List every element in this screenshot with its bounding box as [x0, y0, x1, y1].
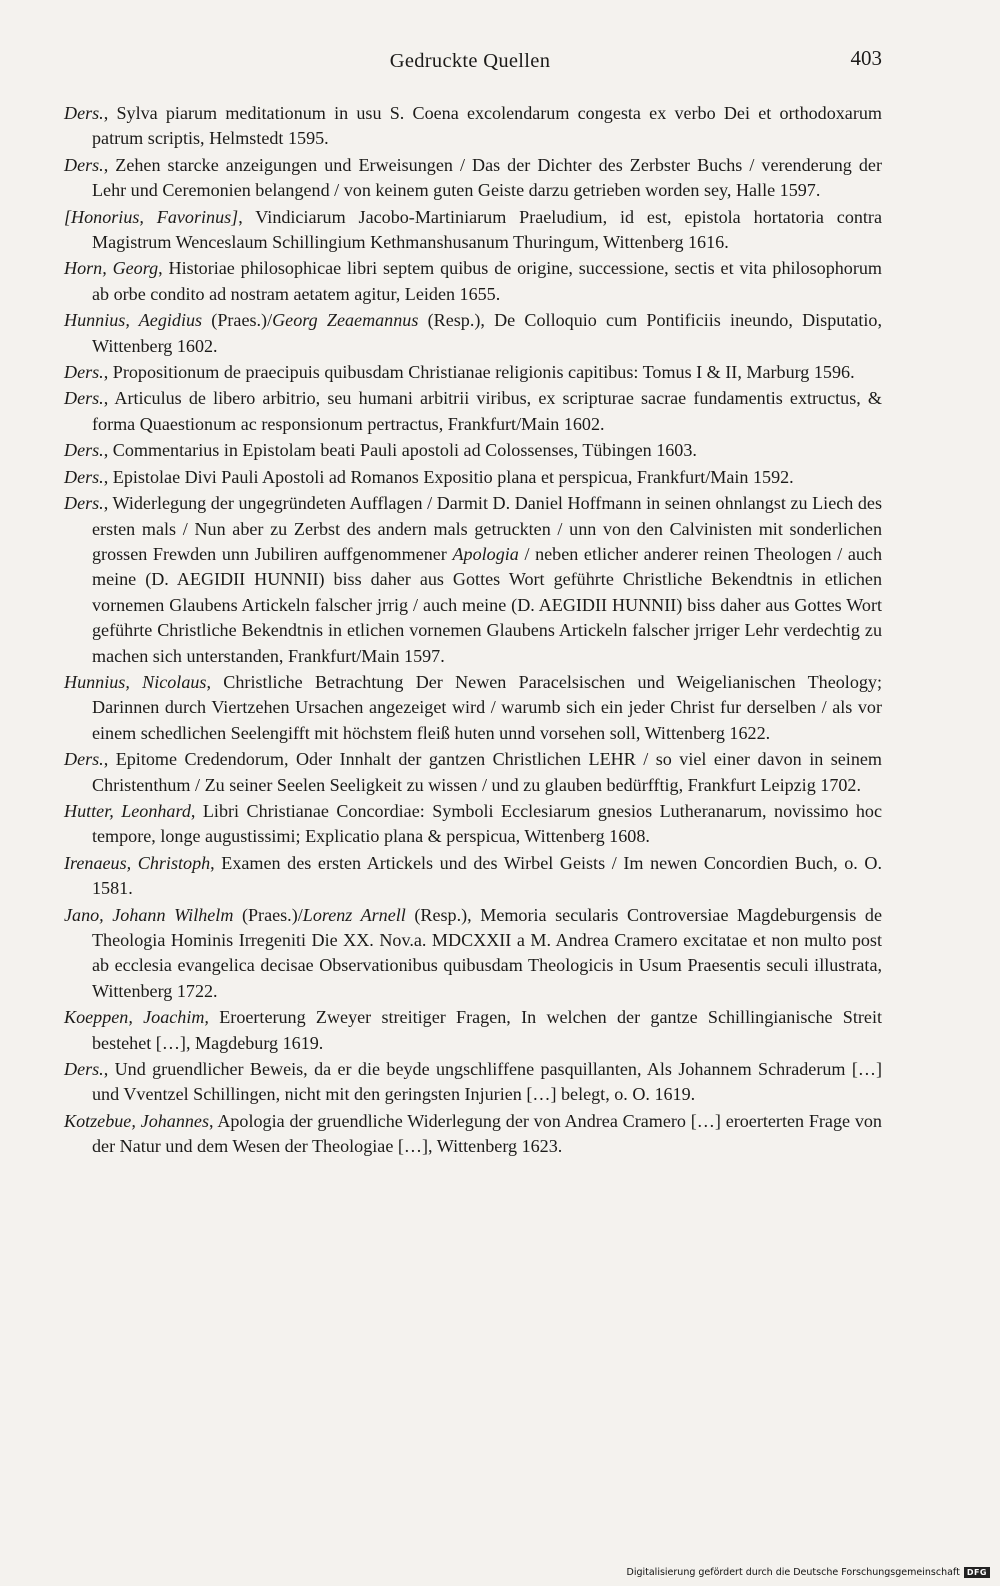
bibliography-entry — [64, 903, 882, 1005]
entry-author: Ders. — [64, 388, 104, 409]
bibliography-entry — [64, 851, 882, 902]
entry-author: Ders. — [64, 1059, 104, 1080]
bibliography-entry — [64, 308, 882, 359]
entry-author: Hunnius, Nicolaus — [64, 671, 207, 692]
entry-author: [Honorius, Favorinus] — [64, 206, 239, 227]
entry-text: (Praes.)/ — [202, 310, 273, 331]
bibliography-entry — [64, 747, 882, 798]
bibliography-entry — [64, 1057, 882, 1108]
entry-text: (Praes.)/ — [233, 904, 303, 925]
bibliography-list — [64, 101, 882, 1160]
entry-author: Horn, Georg — [64, 258, 159, 279]
bibliography-entry — [64, 1109, 882, 1160]
entry-author: Jano, Johann Wilhelm — [64, 904, 234, 925]
entry-text: , Articulus de libero arbitrio, seu humani arbitrii viribus, ex scripturae sacrae fundamentis extructus, & forma Quaestionum ac responsionum pertractus, Frankfurt/Main 1602. — [92, 388, 882, 434]
entry-text: , Vindiciarum Jacobo-Martiniarum Praeludium, id est, epistola hortatoria contra Magistrum Wenceslaum Schillingium Kethmanshusanum Thuringum, Wittenberg 1616. — [92, 206, 882, 253]
entry-text: , Zehen starcke anzeigungen und Erweisungen / Das der Dichter des Zerbster Buchs / verenderung der Lehr und Ceremonien belangend / von keinem guten Geiste darzu getrieben worden sey, Halle 1597. — [92, 154, 882, 201]
entry-author: Ders. — [64, 440, 104, 461]
entry-author: Lorenz Arnell — [302, 904, 406, 925]
entry-author: Apologia — [452, 543, 519, 564]
entry-text: , Apologia der gruendliche Widerlegung der von Andrea Cramero […] eroerterten Frage von der Natur und dem Wesen der Theologiae […], Wittenberg 1623. — [92, 1110, 882, 1157]
entry-author: Ders. — [64, 154, 104, 175]
footer-credit — [627, 1567, 990, 1578]
bibliography-entry — [64, 1005, 882, 1056]
entry-text: , Epitome Credendorum, Oder Innhalt der gantzen Christlichen LEHR / so viel einer davon in seinem Christenthum / Zu seiner Seelen Seeligkeit zu wissen / und zu glauben bedürfftig, Frankfurt Leipzig 1702. — [92, 749, 882, 795]
bibliography-entry — [64, 360, 882, 385]
entry-text: (Resp.), De Colloquio cum Pontificiis ineundo, Disputatio, Wittenberg 1602. — [92, 310, 882, 356]
entry-text: Eroerterung Zweyer streitiger Fragen, In welchen der gantze Schillingianische Streit bestehet […], Magdeburg 1619. — [92, 1007, 882, 1053]
entry-text: , Sylva piarum meditationum in usu S. Coena excolendarum congesta ex verbo Dei et orthodoxarum patrum scriptis, Helmstedt 1595. — [92, 103, 882, 149]
entry-author: Kotzebue, Johannes — [64, 1110, 209, 1131]
entry-text: , Historiae philosophicae libri septem quibus de origine, successione, sectis et vita philosophorum ab orbe condito ad nostram aetatem agitur, Leiden 1655. — [92, 258, 882, 304]
bibliography-entry — [64, 153, 882, 204]
running-header-title: Gedruckte Quellen — [389, 50, 551, 72]
entry-text: (Resp.), Memoria secularis Controversiae Magdeburgensis de Theologia Hominis Irregeniti Die XX. Nov.a. MDCXXII a M. Andrea Cramero excitatae et non multo post ab ecclesia evangelica decisae Observationibus quibusdam Theologicis in Usum Praesentis seculi illustrata, Wittenberg 1722. — [92, 904, 882, 1001]
bibliography-entry — [64, 438, 882, 463]
entry-text: , Widerlegung der ungegründeten Aufflagen / Darmit D. Daniel Hoffmann in seinen ohnlangst zu Liech des ersten mals / Nun aber zu Zerbst des andern mals getruckten / unn von den Calvinisten mit sonderlichen grossen Frewden unn Jubiliren auffgenommener — [92, 493, 882, 564]
entry-author: Ders. — [64, 466, 104, 487]
entry-text: , Commentarius in Epistolam beati Pauli apostoli ad Colossenses, Tübingen 1603. — [103, 440, 697, 461]
bibliography-entry — [64, 256, 882, 307]
bibliography-entry — [64, 670, 882, 746]
bibliography-entry — [64, 491, 882, 669]
bibliography-entry — [64, 799, 882, 850]
dfg-logo-icon: DFG — [964, 1567, 990, 1578]
entry-author: Koeppen, Joachim, — [64, 1007, 209, 1028]
entry-author: Ders. — [64, 493, 104, 514]
footer-text: Digitalisierung gefördert durch die Deutsche Forschungsgemeinschaft — [626, 1567, 960, 1578]
entry-text: / neben etlicher anderer reinen Theologen / auch meine (D. AEGIDII HUNNII) biss daher aus Gottes Wort geführte Christliche Bekendtnis in etlichen vornemen Glaubens Artickeln falscher jrrig / auch meine (D. AEGIDII HUNNII) biss daher aus Gottes Wort geführte Christliche Bekendtnis in etlichen vornemen Glaubens Artickeln falscher jrriger Lehr verdechtig zu machen sich unterstanden, Frankfurt/Main 1597. — [92, 543, 883, 666]
bibliography-entry — [64, 101, 882, 152]
entry-text: , Und gruendlicher Beweis, da er die beyde ungschliffene pasquillanten, Als Johannem Schraderum […] und Vventzel Schillingen, nicht mit den geringsten Injurien […] belegt, o. O. 1619. — [92, 1059, 882, 1105]
entry-author: Irenaeus, Christoph — [64, 852, 211, 873]
entry-text: , Christliche Betrachtung Der Newen Paracelsischen und Weigelianischen Theology; Darinnen durch Viertzehen Ursachen angezeiget wird / warumb sich ein jeder Christ fur derselben / als vor einem schedlichen Seelengifft mit höchstem fleiß huten unnd vorsehen soll, Wittenberg 1622. — [92, 671, 882, 743]
page-number: 403 — [850, 46, 882, 70]
entry-author: Hunnius, Aegidius — [64, 310, 203, 331]
entry-author: Ders. — [64, 362, 104, 383]
bibliography-entry — [64, 386, 882, 437]
entry-text: , Epistolae Divi Pauli Apostoli ad Romanos Expositio plana et perspicua, Frankfurt/Main 1592. — [103, 466, 794, 487]
entry-author: Hutter, Leonhard — [64, 800, 191, 821]
bibliography-entry — [64, 465, 882, 490]
entry-text: , Examen des ersten Artickels und des Wirbel Geists / Im newen Concordien Buch, o. O. 1581. — [92, 852, 882, 899]
entry-text: , Libri Christianae Concordiae: Symboli Ecclesiarum gnesios Lutheranarum, novissimo hoc tempore, longe augustissimi; Explicatio plana & perspicua, Wittenberg 1608. — [92, 800, 882, 847]
entry-author: Georg Zeaemannus — [272, 310, 419, 331]
entry-author: Ders. — [64, 103, 104, 123]
bibliography-entry — [64, 205, 882, 256]
entry-author: Ders. — [64, 749, 104, 770]
entry-text: , Propositionum de praecipuis quibusdam Christianae religionis capitibus: Tomus I & II, Marburg 1596. — [103, 362, 855, 383]
